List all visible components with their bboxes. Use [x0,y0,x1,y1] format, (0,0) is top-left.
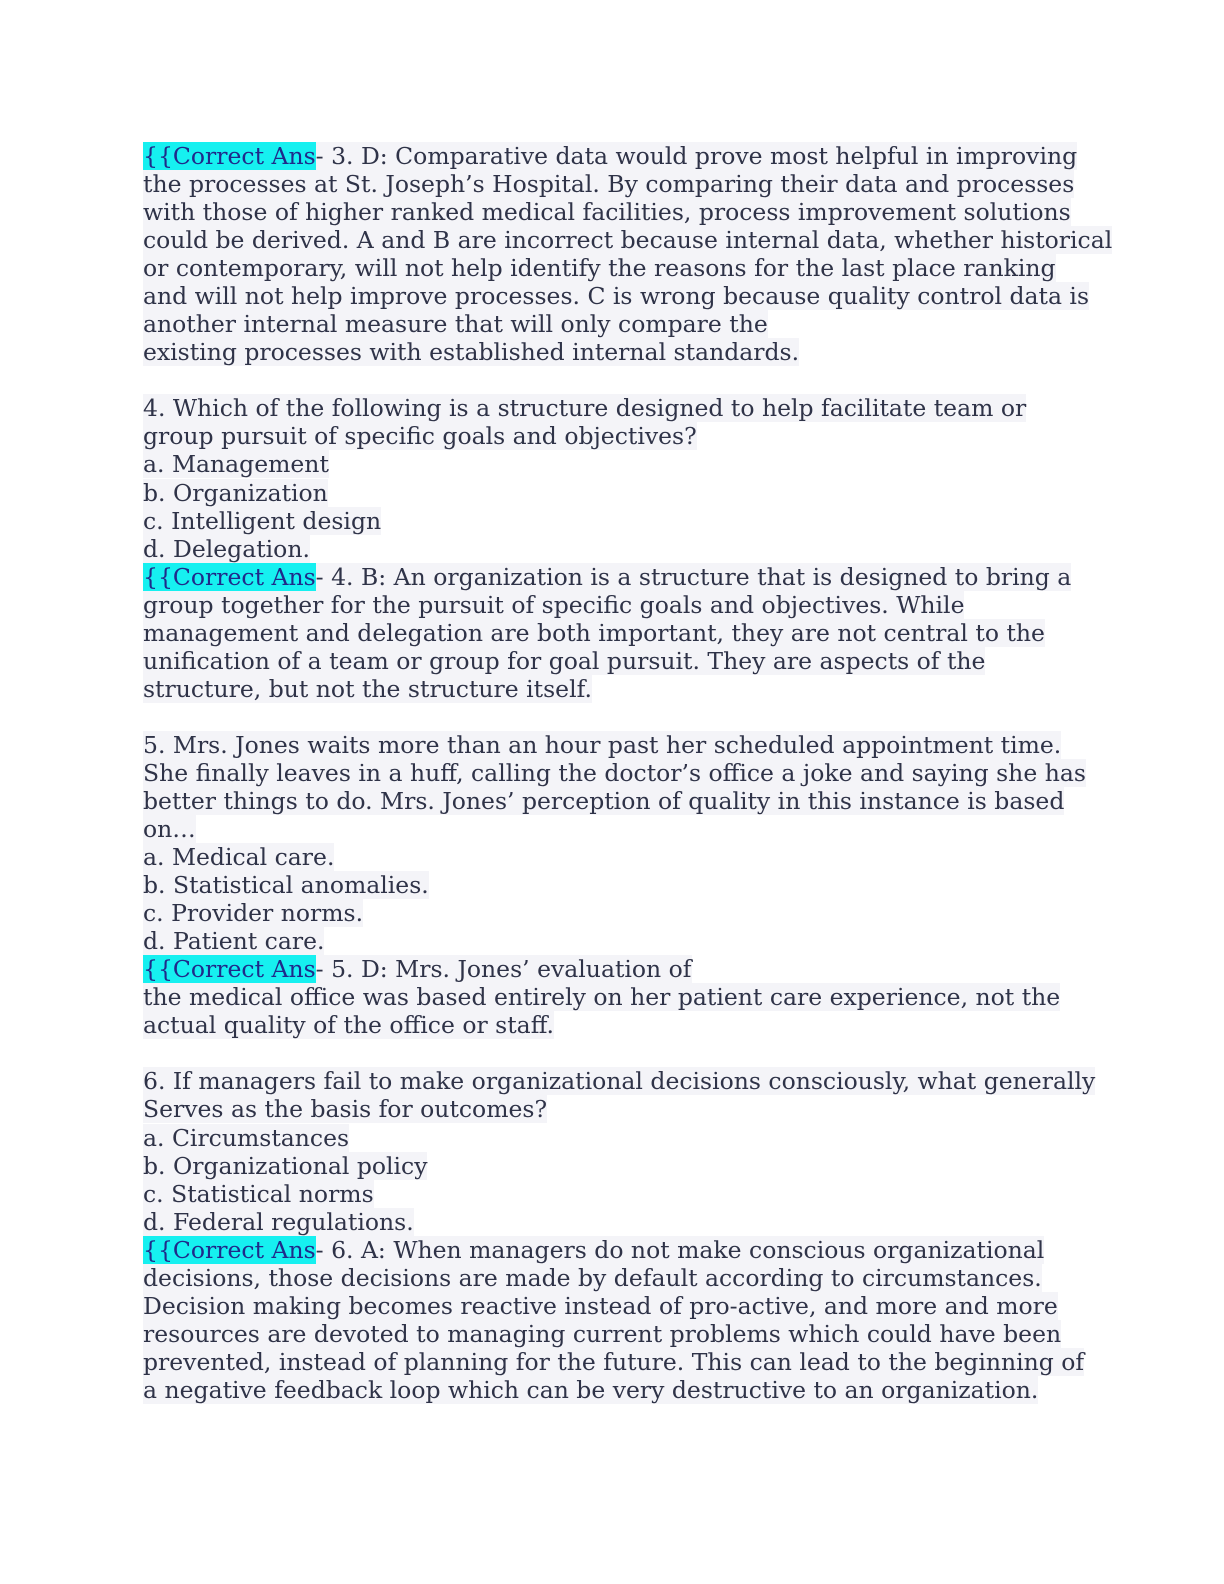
question-line: group pursuit of specific goals and objectives? [143,422,697,451]
answer-line: the medical office was based entirely on her patient care experience, not the [143,983,1061,1012]
question-line: 6. If managers fail to make organizational decisions consciously, what generally [143,1067,1096,1096]
question-line: She finally leaves in a huff, calling the doctor’s office a joke and saying she has [143,758,1086,787]
option-d: d. Patient care. [143,927,325,956]
answer-block-4 [143,563,1083,703]
question-line: Serves as the basis for outcomes? [143,1095,548,1124]
option-a: a. Medical care. [143,843,335,872]
question-line: on… [143,815,196,844]
answer-block-6 [143,1236,1083,1404]
answer-line: another internal measure that will only compare the [143,310,768,339]
question-line: better things to do. Mrs. Jones’ perception of quality in this instance is based [143,786,1065,815]
answer-line: a negative feedback loop which can be very destructive to an organization. [143,1375,1039,1404]
option-c: c. Intelligent design [143,506,382,535]
option-d: d. Delegation. [143,534,310,563]
correct-answer-marker: {{Correct Ans [143,562,316,591]
answer-line: prevented, instead of planning for the future. This can lead to the beginning of [143,1347,1085,1376]
answer-line: {{Correct Ans- 6. A: When managers do not make conscious organizational [143,1235,1045,1264]
answer-line: with those of higher ranked medical facilities, process improvement solutions [143,198,1071,227]
option-b: b. Statistical anomalies. [143,871,429,900]
answer-block-5 [143,955,1083,1039]
answer-line: management and delegation are both important, they are not central to the [143,618,1045,647]
option-c: c. Statistical norms [143,1179,374,1208]
answer-line: {{Correct Ans- 4. B: An organization is a structure that is designed to bring a [143,562,1072,591]
paragraph-gap [143,366,1083,394]
answer-line: the processes at St. Joseph’s Hospital. By comparing their data and processes [143,170,1075,199]
answer-line: unification of a team or group for goal pursuit. They are aspects of the [143,646,986,675]
answer-line: decisions, those decisions are made by default according to circumstances. [143,1263,1042,1292]
question-line: 5. Mrs. Jones waits more than an hour past her scheduled appointment time. [143,730,1062,759]
question-line: 4. Which of the following is a structure designed to help facilitate team or [143,394,1027,423]
question-block-5 [143,730,1086,956]
correct-answer-marker: {{Correct Ans [143,142,316,170]
answer-block-3 [143,142,1113,367]
question-block-4 [143,394,1083,562]
option-b: b. Organizational policy [143,1151,428,1180]
option-c: c. Provider norms. [143,899,364,928]
answer-line: and will not help improve processes. C is wrong because quality control data is [143,282,1090,311]
answer-line: group together for the pursuit of specific goals and objectives. While [143,590,965,619]
correct-answer-marker: {{Correct Ans [143,1235,316,1264]
option-b: b. Organization [143,478,328,507]
answer-line: or contemporary, will not help identify the reasons for the last place ranking [143,254,1056,283]
document-page [143,142,1113,1404]
answer-line: could be derived. A and B are incorrect because internal data, whether historical [143,226,1113,255]
answer-line: Decision making becomes reactive instead of pro-active, and more and more [143,1291,1058,1320]
option-d: d. Federal regulations. [143,1207,414,1236]
correct-answer-marker: {{Correct Ans [143,955,316,984]
answer-line: resources are devoted to managing current problems which could have been [143,1319,1062,1348]
answer-line: {{Correct Ans- 5. D: Mrs. Jones’ evaluation of [143,955,692,984]
answer-line: actual quality of the office or staff. [143,1011,555,1040]
option-a: a. Management [143,450,329,479]
answer-line: existing processes with established internal standards. [143,338,800,367]
answer-line: structure, but not the structure itself. [143,674,592,703]
paragraph-gap [143,1039,1083,1067]
paragraph-gap [143,703,1083,731]
question-block-6 [143,1067,1096,1236]
answer-line: {{Correct Ans- 3. D: Comparative data would prove most helpful in improving [143,142,1078,170]
option-a: a. Circumstances [143,1123,350,1152]
